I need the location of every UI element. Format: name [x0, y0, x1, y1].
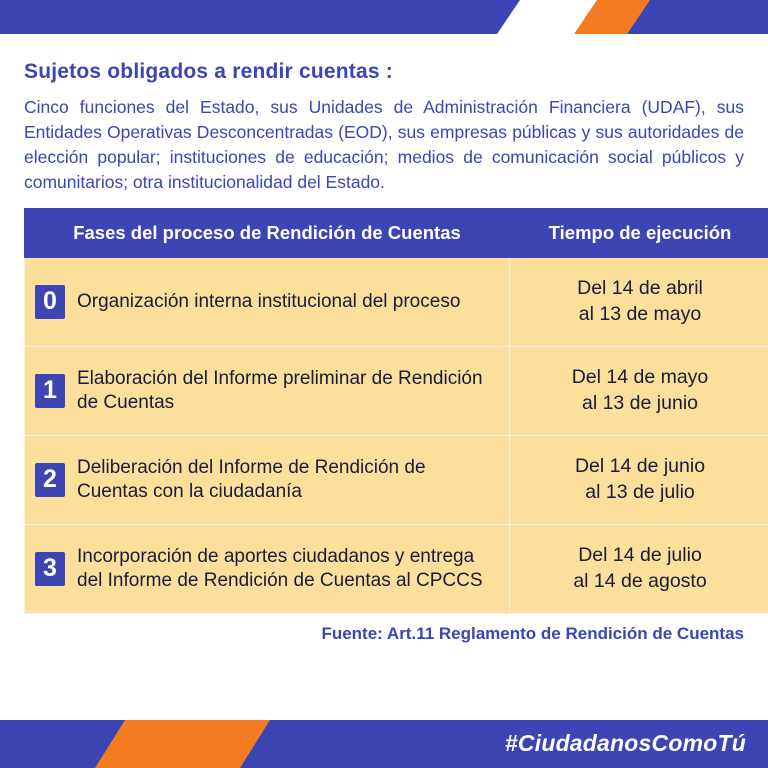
phase-description: Elaboración del Informe preliminar de Rendición de Cuentas — [77, 368, 483, 413]
table-row — [25, 435, 768, 524]
phase-number-badge: 2 — [35, 463, 65, 497]
time-line-1: Del 14 de julio — [578, 544, 702, 567]
page-title: Sujetos obligados a rendir cuentas : — [24, 60, 393, 83]
top-decoration-bar — [0, 0, 768, 34]
table-row — [25, 346, 768, 435]
phase-description: Incorporación de aportes ciudadanos y entrega del Informe de Rendición de Cuentas al CPCCS — [77, 546, 483, 591]
bottom-decoration-bar — [0, 720, 768, 768]
table-cell-phase — [25, 524, 510, 613]
phase-number-badge: 0 — [35, 285, 65, 319]
phase-description: Organización interna institucional del proceso — [77, 290, 461, 312]
main-content — [0, 34, 768, 644]
column-header-time: Tiempo de ejecución — [510, 209, 768, 257]
table-body — [25, 257, 768, 613]
phase-number-badge: 1 — [35, 374, 65, 408]
column-header-phase: Fases del proceso de Rendición de Cuentas — [25, 209, 510, 257]
table-cell-phase — [25, 346, 510, 435]
table-head — [25, 209, 768, 257]
time-line-2: al 13 de junio — [581, 391, 698, 414]
top-bar-blue-segment-right — [627, 0, 768, 34]
top-bar-blue-segment — [0, 0, 520, 34]
time-line-1: Del 14 de junio — [574, 455, 706, 478]
phase-number-badge: 3 — [35, 552, 65, 586]
table-cell-time — [510, 257, 768, 346]
table-row — [25, 524, 768, 613]
table-cell-phase — [25, 257, 510, 346]
time-line-2: al 13 de mayo — [578, 302, 702, 325]
source-note: Fuente: Art.11 Reglamento de Rendición de Cuentas — [321, 623, 744, 643]
intro-paragraph: Cinco funciones del Estado, sus Unidades de Administración Financiera (UDAF), sus Entidades Operativas Desconcentradas (EOD), sus empresas públicas y sus autoridades de elección popular; instituciones de educación; medios de comunicación social públicos y comunitarios; otra institucionalidad del Estado. — [24, 97, 744, 192]
table-row — [25, 257, 768, 346]
time-line-1: Del 14 de mayo — [571, 366, 709, 389]
time-line-2: al 13 de julio — [585, 480, 695, 503]
table-cell-time — [510, 524, 768, 613]
phase-description: Deliberación del Informe de Rendición de Cuentas con la ciudadanía — [77, 457, 426, 502]
time-line-1: Del 14 de abril — [577, 277, 703, 300]
table-cell-time — [510, 346, 768, 435]
campaign-hashtag: #CiudadanosComoTú — [504, 730, 746, 756]
table-cell-time — [510, 435, 768, 524]
table-header-row — [25, 209, 768, 257]
time-line-2: al 14 de agosto — [573, 569, 707, 592]
phases-table — [24, 208, 768, 613]
table-cell-phase — [25, 435, 510, 524]
